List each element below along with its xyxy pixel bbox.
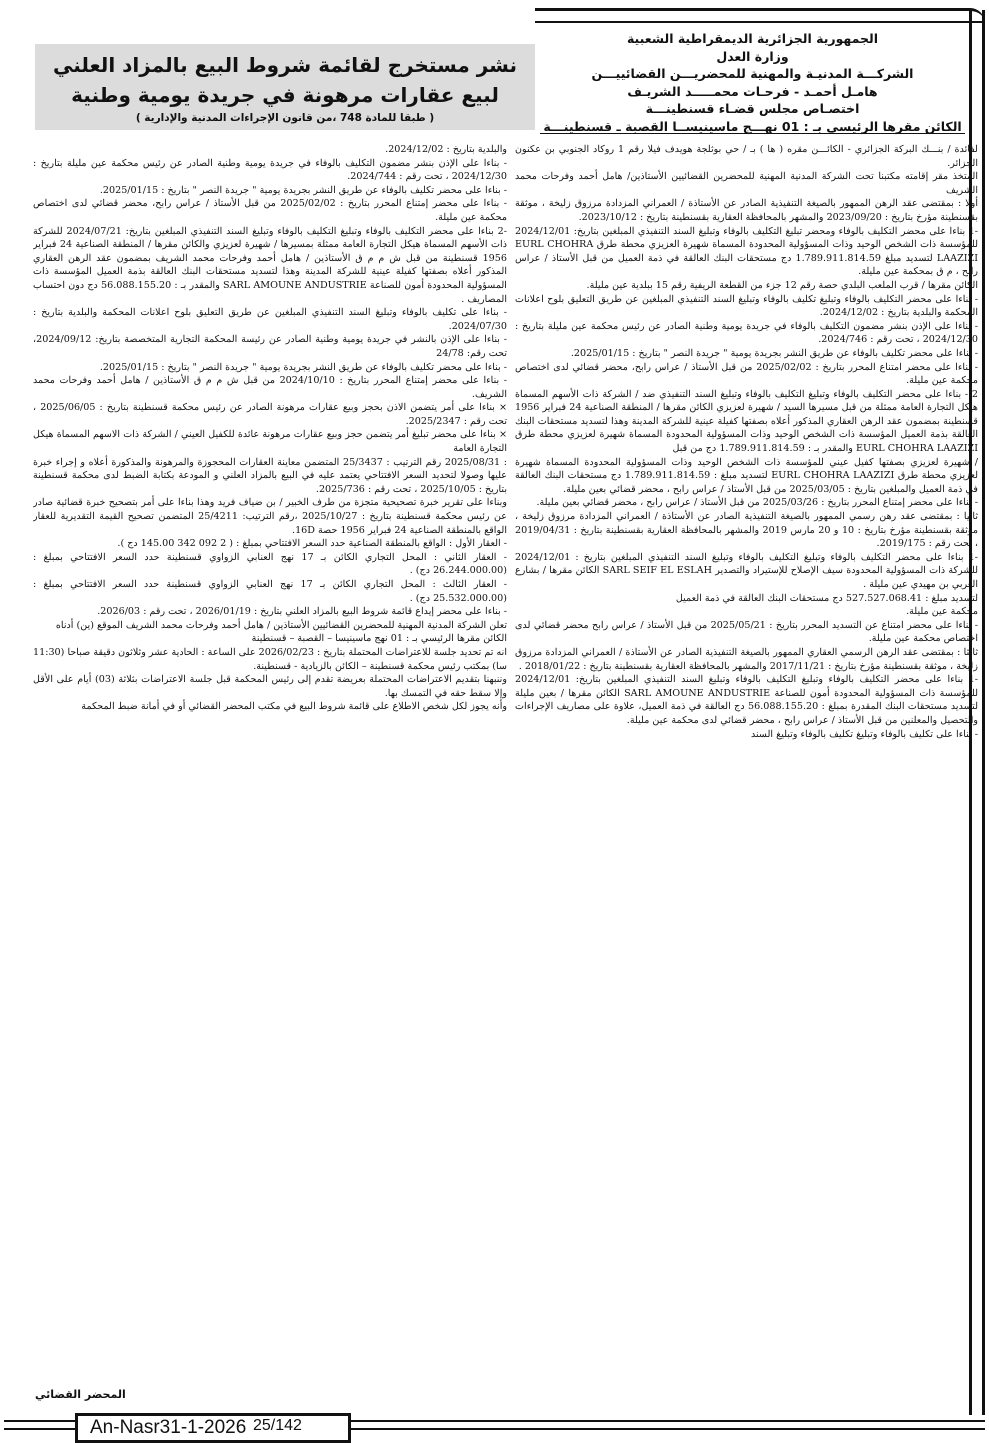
paragraph: الكائن مقرها الرئيسي بـ : 01 نهج ماسينيسا – القصبة – قسنطينة xyxy=(251,633,507,645)
paragraph: - بناءا على محضر إمتناع المحرر بتاريخ : 2024/10/10 من قبل ش م م ق الأستاذين / هامل أحمد وفرحات محمد الشريف. xyxy=(33,375,507,400)
paragraph: -1 بناءا على محضر التكليف بالوفاء وتبليغ التكليف بالوفاء وتبليغ السند التنفيذي المبلغين بتاريخ: 2024/12/01 للمؤسسة ذات المسؤولية المحدودة أمون للصناعة SARL AMOUNE ANDUSTRIE الكائن مقرها / بعين مليلة لتسديد مستحقات البنك المقدرة بمبلغ : 56.088.155.20 دج العالقة في ذمة العميل، علاوة على مصاريف الإجراءات والتحصيل والمعلنين من قبل الأستاذ / عراس رابح ، محضر قضائي لدى محكمة عين مليلة. xyxy=(515,674,978,726)
paragraph: - العقار الأول : الواقع بالمنطقة الصناعية حدد السعر الافتتاحي بمبلغ : ( 2 092 342 145.00 دج ). xyxy=(117,538,507,550)
paragraph: - العقار الثالث : المحل التجاري الكائن بـ 17 نهج العنابي الزواوي قسنطينة حدد السعر الافتتاحي بمبلغ : (25.532.000.00 دج) . xyxy=(33,579,507,604)
paragraph: وأنه يجوز لكل شخص الاطلاع على قائمة شروط البيع في مكتب المحضر القضائي أو في أمانة ضبط المحكمة xyxy=(81,701,507,713)
paragraph: - العقار الثاني : المحل التجاري الكائن بـ 17 نهج العنابي الزواوي قسنطينة حدد السعر الافتتاحي بمبلغ : (26.244.000.00 دج) . xyxy=(33,551,507,577)
paragraph: - بناءا على محضر التكليف بالوفاء وتبليغ تكليف بالوفاء وتبليغ السند التنفيذي المبلغين عن طريق التعليق بلوح اعلانات المحكمة والبلدية بتاريخ : 2024/12/02. xyxy=(515,293,978,319)
paragraph: - بناءا على محضر تكليف بالوفاء عن طريق النشر بجريدة يومية " جريدة النصر " بتاريخ : 2025/01/15. xyxy=(570,347,978,359)
paragraph: × بناءا على أمر يتضمن الاذن بحجز وبيع عقارات مرهونة الصادر عن رئيس محكمة قسنطينة بتاريخ : 2025/06/05 ، تحت رقم : 2025/2347. xyxy=(33,402,507,427)
paragraph: ثالثا : بمقتضى عقد الرهن الرسمي العقاري الممهور بالصيغة التنفيذية الصادر عن الأستاذة / العمراني المزدادة مرزوق زليخة ، موثقة بقسنطينة مؤرخ بتاريخ : 2017/11/21 والمشهر بالمحافظة العقارية بقسنطينة بتاريخ : 2018/01/22 . xyxy=(515,646,978,672)
header-line: الشركـــة المدنيـة والمهنية للمحضريـــن القضائييـــن xyxy=(591,66,914,81)
header-line: هامـل أحمـد - فرحـات محمـــــد الشريـف xyxy=(627,83,878,99)
paragraph: - بناءا على محضر امتناع المحرر بتاريخ : 2025/02/02 من قبل الأستاذ / عراس رابح، محضر قضائي لدى اختصاص محكمة عين مليلة. xyxy=(515,361,978,387)
page-border-top xyxy=(535,8,985,23)
paragraph: - بناءا على تكليف بالوفاء وتبليغ تكليف بالوفاء وتبليغ السند xyxy=(750,728,978,740)
legal-reference: ( طبقا للمادة 748 ،من قانون الإجراءات المدنية والإدارية ) xyxy=(135,112,435,124)
header-line: اختصـاص مجلس قضـاء قسنطينـــة xyxy=(645,101,860,116)
issuer-header xyxy=(540,30,965,135)
header-line: الكائن مقرها الرئيسي بـ : 01 نهـــج ماسينيســا القصبة ـ قسنطينـــة xyxy=(543,118,962,134)
paragraph: -2 بناءا على محضر التكليف بالوفاء وتبليغ التكليف بالوفاء وتبليغ السند التنفيذي المبلغين بتاريخ: 2024/07/21 للشركة ذات الأسهم المسماة هيكل التجارة العامة ممثلة بمسيرها / شهيرة لعزيزي والكائن مقرها / المنطقة الصناعية 24 فبراير 1956 قسنطينة من قبل ش م م ق الأستاذين / هامل أحمد وفرحات محمد الشريف بمضمون عقد الرهن العقاري المذكور أعلاه بصفتها كفيلة عينية للشركة المدينة وهذا لتسديد مستحقات البنك العالقة بذمة العميل المؤسسة ذات المسؤولية المحدودة أمون للصناعة SARL AMOUNE ANDUSTRIE والمقدر بـ : 56.088.155.20 دج دون احتساب المصاريف . xyxy=(33,225,507,305)
paragraph: تعلن الشركة المدنية المهنية للمحضرين القضائيين الأستاذين / هامل أحمد وفرحات محمد الشريف الموقع (ين) أدناه xyxy=(55,619,507,631)
paragraph: - بناءا على محضر امتناع عن التسديد المحرر بتاريخ : 2025/05/21 من قبل الأستاذ / عراس رابح محضر قضائي لدى اختصاص محكمة عين مليلة. xyxy=(515,619,978,645)
paragraph: - بناءا على الإذن بنشر مضمون التكليف بالوفاء في جريدة يومية وطنية الصادر عن رئيس محكمة عين مليلة بتاريخ : 2024/12/30 ، تحت رقم : 2024/744. xyxy=(33,157,507,183)
signature: المحضر القضائي xyxy=(35,1388,126,1401)
paragraph: لفائدة / بنـــك البركة الجزائري - الكائـــن مقره ( ها ) بـ / حي بوثلجة هويدف فيلا رقم 1 روكاد الجنوبي بن عكنون الجزائر. xyxy=(515,144,978,169)
paragraph: -1 بناءا على محضر التكليف بالوفاء وتبليغ التكليف بالوفاء وتبليغ السند التنفيذي المبلغين بتاريخ : 2024/12/01 للشركة ذات المسؤولية المحدودة سيف الإصلاح للإستيراد والتصدير SARL SEIF EL ESLAH الكائن مقرها / بشارع العربي بن مهيدي عين مليلة . xyxy=(515,551,978,590)
page-number: 25/142 xyxy=(253,1417,302,1434)
paragraph: انه تم تحديد جلسة للاعتراضات المحتملة بتاريخ : 2026/02/23 على الساعة : الحادية عشر وثلاثون دقيقة صباحا (11:30 سا) بمكتب رئيس محكمة قسنطينة – الكائن بالزيادية - قسنطينة. xyxy=(33,646,507,672)
paragraph: والبلدية بتاريخ : 2024/12/02. xyxy=(385,144,507,155)
footer-box xyxy=(75,1413,351,1443)
publication-date: An-Nasr31-1-2026 xyxy=(90,1417,247,1438)
paragraph: ثانيا : بمقتضى عقد رهن رسمي الممهور بالصيغة التنفيذية الصادر عن الأستاذة / العمراني المزدادة مرزوق زليخة ، موثقة بقسنطينة مؤرخ بتاريخ : 10 و 20 مارس 2019 والمشهر بالمحافظة العقارية بقسنطينة بتاريخ : 2019/04/31 ، تحت رقم : 2019/175. xyxy=(515,511,978,550)
left-column xyxy=(33,143,507,1383)
paragraph: / شهيرة لعزيزي بصفتها كفيل عيني للمؤسسة ذات الشخص الوحيد وذات المسؤولية المحدودة المسماة شهيرة لعزيزي محطة طرق EURL CHOHRA LAAZIZI لتسديد مبلغ : 1.789.911.814.59 دج مستحقات البنك العالقة في ذمة العميل والمبلغين بتاريخ : 2025/03/05 من قبل الأستاذ / عراس رابح ، محضر قضائي بعين مليلة. xyxy=(515,456,978,495)
notice-title-box xyxy=(35,44,535,130)
header-line: الجمهورية الجزائرية الديمقراطية الشعبية xyxy=(626,31,879,46)
right-column xyxy=(515,143,978,1408)
paragraph: لتسديد مبلغ : 527.527.068.41 دج مستحقات البنك العالقة في ذمة العميل xyxy=(675,592,978,604)
paragraph: - بناءا على محضر تكليف بالوفاء عن طريق النشر بجريدة يومية " جريدة النصر " بتاريخ : 2025/01/15. xyxy=(99,184,507,196)
paragraph: : 2025/08/31 رقم الترتيب : 25/3437 المتضمن معاينة العقارات المحجوزة والمرهونة والمذكورة أعلاه و إجراء خبرة عليها وصولا لتحديد السعر الافتتاحي يعتمد عليه في البيع بالمزاد العلني و المودعة بكتابة الضبط لدى محكمة قسنطينة بتاريخ : 2025/10/05 ، تحت رقم : 2025/736. xyxy=(33,456,507,495)
paragraph: وننبهنا بتقديم الاعتراضات المحتملة بعريضة تقدم إلى رئيس المحكمة قبل جلسة الاعتراضات بثلاثة (03) أيام على الأقل وإلا سقط حقه في التمسك بها. xyxy=(33,674,507,699)
paragraph: وبناءا على تقرير خبرة تصحيحية متجزة من طرف الخبير / بن ضياف فريد وهذا بناءا على أمر بتصحيح خبرة قضائية صادر عن رئيس محكمة قسنطينة بتاريخ : 2025/10/27 ،رقم الترتيب: 25/4211 المتضمن تصحيح القيمة التقديرية للعقار الواقع بالمنطقة الصناعية 24 فبراير 1956 حصة 16D. xyxy=(33,497,507,536)
header-divider xyxy=(540,133,965,134)
paragraph: - بناءا على محضر إمتناع المحرر بتاريخ : 2025/02/02 من قبل الأستاذ / عراس رابح، محضر قضائي لدى اختصاص محكمة عين مليلة. xyxy=(33,198,507,223)
header-line: وزارة العدل xyxy=(716,48,789,64)
paragraph: - بناءا على محضر إيداع قائمة شروط البيع بالمزاد العلني بتاريخ : 2026/01/19 ، تحت رقم : 2026/03. xyxy=(97,606,507,618)
paragraph: - بناءا على محضر تكليف بالوفاء عن طريق النشر بجريدة يومية " جريدة النصر " بتاريخ : 2025/01/15. xyxy=(99,361,507,373)
paragraph: المتخذ مقر إقامته مكتبنا تحت الشركة المدنية المهنية للمحضرين القضائيين الأستاذين/ هامل أحمد وفرحات محمد الشريف xyxy=(515,171,978,196)
paragraph: محكمة عين مليلة. xyxy=(906,606,978,618)
notice-title: نشر مستخرج لقائمة شروط البيع بالمزاد العلني xyxy=(52,53,518,77)
paragraph: -1 بناءا على محضر التكليف بالوفاء ومحضر تبليغ التكليف بالوفاء وتبليغ السند التنفيذي المبلغين بتاريخ: 2024/12/01 للمؤسسة ذات الشخص الوحيد وذات المسؤولية المحدودة المسماة شهيرة العزيزي محطة طرق EURL CHOHRA LAAZIZI لتسديد مبلغ 1.789.911.814.59 دج مستحقات البنك العالقة في ذمة العميل من قبل الأستاذ / عراس رابح ، م ق بمحكمة عين مليلة. xyxy=(515,225,978,278)
paragraph: × بناءا على محضر تبليغ أمر يتضمن حجز وبيع عقارات مرهونة عائدة للكفيل العيني / الشركة ذات الاسهم المسماة هيكل التجارة العامة xyxy=(33,429,507,455)
paragraph: - بناءا على الإذن بالنشر في جريدة يومية وطنية الصادر عن رئيسة المحكمة التجارية المتخصصة بتاريخ: 2024/09/12، تحت رقم: 24/78 xyxy=(33,334,507,359)
notice-subtitle: لبيع عقارات مرهونة في جريدة يومية وطنية xyxy=(71,83,499,107)
paragraph: - بناءا على محضر إمتناع المحرر بتاريخ : 2025/03/26 من قبل الأستاذ / عراس رابح ، محضر قضائي بعين مليلة. xyxy=(536,497,978,509)
paragraph: - بناءا على تكليف بالوفاء وتبليغ السند التنفيذي المبلغين عن طريق التعليق بلوح اعلانات المحكمة والبلدية بتاريخ : 2024/07/30. xyxy=(33,307,507,332)
paragraph: الكائن مقرها / قرب الملعب البلدي حصة رقم 12 جزء من القطعة الريفية رقم 15 ببلدية عين مليلة. xyxy=(586,279,978,291)
paragraph: أولا : بمقتضى عقد الرهن الممهور بالصيغة التنفيذية الصادر عن الأستاذة / العمراني المزدادة مرزوق زليخة ، موثقة بقسنطينة مؤرخ بتاريخ : 2023/09/20 والمشهر بالمحافظة العقارية بقسنطينة بتاريخ : 2023/10/12. xyxy=(515,198,978,223)
paragraph: - بناءا على الإذن بنشر مضمون التكليف بالوفاء في جريدة يومية وطنية الصادر عن رئيس محكمة عين مليلة بتاريخ : 2024/12/30 ، تحت رقم : 2024/746. xyxy=(515,320,978,346)
paragraph: 2 - بناءا على محضر التكليف بالوفاء وتبليغ التكليف بالوفاء وتبليغ السند التنفيذي ضد / الشركة ذات الأسهم المسماة هيكل التجارة العامة ممثلة من قبل مسيرها السيد / شهيرة لعزيزي الكائن مقرها / المنطقة الصناعية 24 فبراير 1956 قسنطينة بمضمون عقد الرهن العقاري المذكور أعلاه بصفتها كفيلة عينية للشركة المدينة وهذا لتسديد مستحقات البنك العالقة بذمة العميل المؤسسة ذات الشخص الوحيد وذات المسؤولية المحدودة المسماة شهيرة لعزيزي محطة طرق EURL CHOHRA LAAZIZI والمقدر بـ : 1.789.911.814.59 دج من قبل xyxy=(515,388,978,455)
